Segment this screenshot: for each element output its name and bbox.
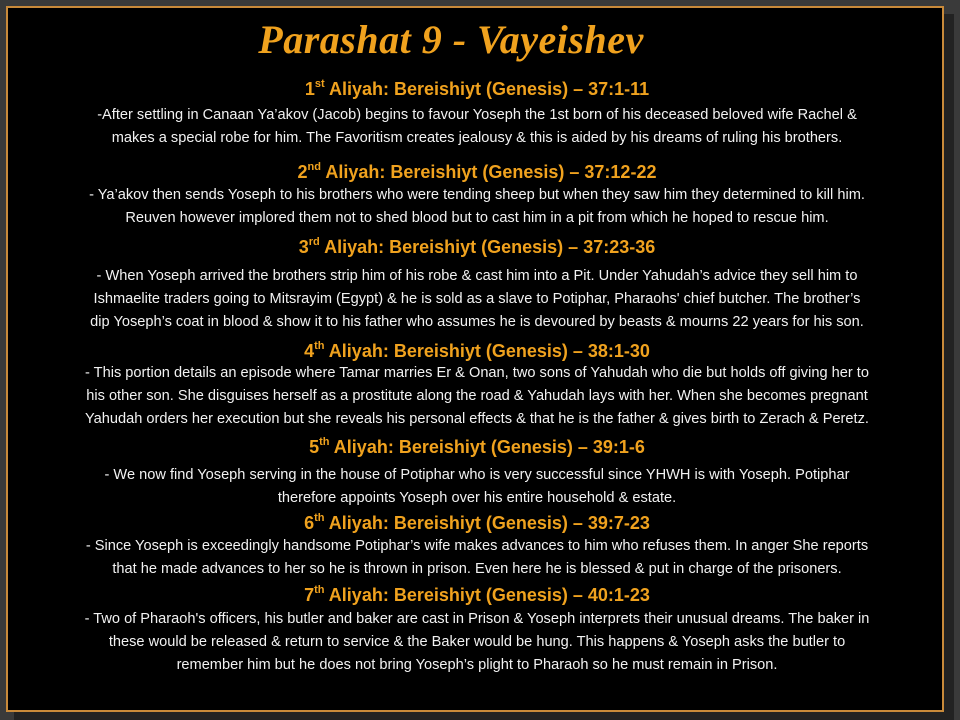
aliyah-section-3 [8,236,946,334]
aliyah-section-4 [8,340,946,431]
summary-line: Reuven however implored them not to shed blood but to cast him in a pit from which he hoped to rescue him. [125,210,829,226]
aliyah-heading-text: Aliyah: Bereishiyt (Genesis) – 40:1-23 [324,585,650,605]
aliyah-heading-4 [8,340,946,362]
aliyah-heading-text: Aliyah: Bereishiyt (Genesis) – 39:7-23 [324,513,650,533]
aliyah-heading-2 [8,161,946,183]
aliyah-ordinal-suffix: th [314,512,325,524]
summary-line: dip Yoseph’s coat in blood & show it to his father who assumes he is devoured by beasts & mourns 22 years for his son. [90,314,864,330]
aliyah-summary-7 [8,608,946,677]
aliyah-ordinal-suffix: th [314,340,325,352]
aliyah-heading-1 [8,78,946,100]
summary-line: - This portion details an episode where Tamar marries Er & Onan, two sons of Yahudah who die but holds off giving her to [85,365,869,381]
aliyah-heading-3 [8,236,946,258]
summary-line: - Two of Pharaoh's officers, his butler and baker are cast in Prison & Yoseph interprets their unusual dreams. The baker in [84,611,870,627]
aliyah-summary-3 [8,265,946,334]
summary-line: - Since Yoseph is exceedingly handsome Potiphar’s wife makes advances to him who refuses them. In anger She reports [85,538,869,554]
aliyah-summary-4 [8,362,946,431]
aliyah-ordinal-suffix: th [319,436,330,448]
aliyah-heading-7 [8,584,946,606]
aliyah-heading-text: Aliyah: Bereishiyt (Genesis) – 37:23-36 [319,237,656,257]
aliyah-summary-5 [8,464,946,510]
summary-line: therefore appoints Yoseph over his entire household & estate. [277,490,677,506]
aliyah-section-7 [8,584,946,677]
aliyah-heading-5 [8,436,946,458]
aliyah-number: 4 [304,341,315,361]
summary-line: that he made advances to her so he is thrown in prison. Even here he is blessed & put in charge of the prisoners. [112,561,842,577]
summary-line: Ishmaelite traders going to Mitsrayim (Egypt) & he is sold as a slave to Potiphar, Pharaohs' chief butcher. The brother’s [93,291,861,307]
aliyah-heading-text: Aliyah: Bereishiyt (Genesis) – 39:1-6 [329,437,645,457]
aliyah-number: 3 [298,237,309,257]
page-title-text: Parashat 9 - Vayeishev [258,17,644,62]
slide-frame [6,6,944,712]
aliyah-heading-text: Aliyah: Bereishiyt (Genesis) – 37:1-11 [324,79,650,99]
frame-shadow-bottom [14,712,954,720]
aliyah-number: 6 [304,513,315,533]
summary-line: - When Yoseph arrived the brothers strip him of his robe & cast him into a Pit. Under Yahudah’s advice they sell him to [96,268,858,284]
summary-line: - Ya’akov then sends Yoseph to his brothers who were tending sheep but when they saw him they determined to kill him. [89,187,865,203]
aliyah-heading-6 [8,512,946,534]
aliyah-section-2 [8,161,946,230]
aliyah-section-1 [8,78,946,150]
aliyah-number: 7 [304,585,315,605]
aliyah-section-6 [8,512,946,581]
aliyah-summary-1 [8,104,946,150]
aliyah-number: 1 [304,79,315,99]
aliyah-summary-2 [8,184,946,230]
summary-line: these would be released & return to service & the Baker would be hung. This happens & Yoseph asks the butler to [108,634,846,650]
summary-line: makes a special robe for him. The Favoritism creates jealousy & this is aided by his dreams of ruling his brothers. [111,130,843,146]
aliyah-ordinal-suffix: st [314,78,325,90]
summary-line: - We now find Yoseph serving in the house of Potiphar who is very successful since YHWH is with Yoseph. Potiphar [104,467,850,483]
aliyah-summary-6 [8,535,946,581]
aliyah-number: 5 [309,437,320,457]
aliyah-ordinal-suffix: th [314,584,325,596]
summary-line: remember him but he does not bring Yoseph’s plight to Pharaoh so he must remain in Prison. [176,657,778,673]
aliyah-heading-text: Aliyah: Bereishiyt (Genesis) – 37:12-22 [320,162,657,182]
aliyah-number: 2 [297,162,308,182]
aliyah-ordinal-suffix: rd [308,236,320,248]
page-title [8,16,946,63]
aliyah-heading-text: Aliyah: Bereishiyt (Genesis) – 38:1-30 [324,341,650,361]
summary-line: -After settling in Canaan Ya’akov (Jacob) begins to favour Yoseph the 1st born of his deceased beloved wife Rachel & [97,107,857,123]
aliyah-section-5 [8,436,946,510]
summary-line: his other son. She disguises herself as a prostitute along the road & Yahudah lays with her. When she becomes pregnant [86,388,868,404]
summary-line: Yahudah orders her execution but she reveals his personal effects & that he is the father & gives birth to Zerach & Peretz. [85,411,869,427]
aliyah-ordinal-suffix: nd [307,161,321,173]
